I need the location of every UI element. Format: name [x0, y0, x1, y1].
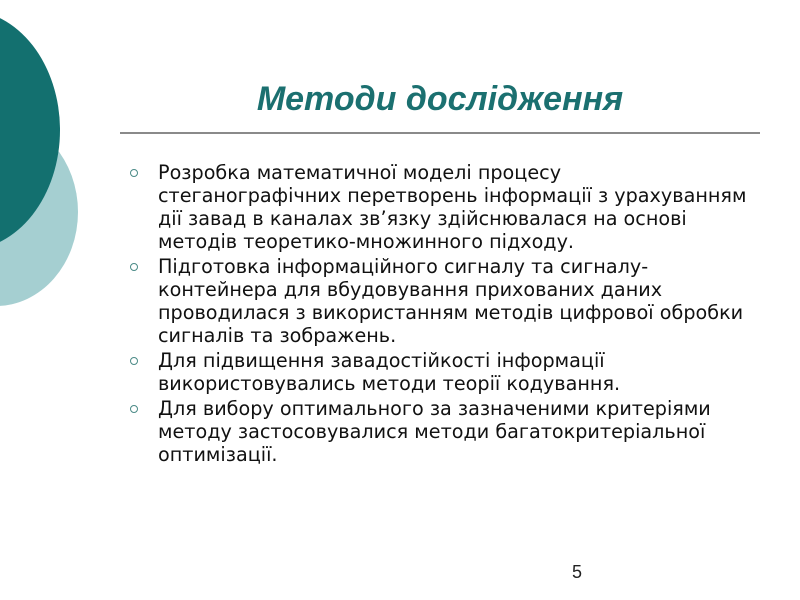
circle-bullet-icon	[130, 263, 138, 271]
bullet-text: Для підвищення завадостійкості інформації використовувались методи теорії кодування.	[158, 349, 621, 395]
slide-title: Методи дослідження	[256, 80, 624, 118]
bullet-text: Розробка математичної моделі процесу стеганографічних перетворень інформації з урахуванням дії завад в каналах зв’язку здійснювалася на основі методів теоретико-множинного підходу.	[158, 161, 747, 253]
list-item	[130, 349, 750, 395]
circle-bullet-icon	[130, 357, 138, 365]
circle-bullet-icon	[130, 405, 138, 413]
list-item	[130, 161, 750, 253]
list-item	[130, 255, 750, 347]
title-divider	[120, 132, 760, 134]
circle-bullet-icon	[130, 169, 138, 177]
bullet-list	[130, 161, 750, 468]
bullet-text: Для вибору оптимального за зазначеними критеріями методу застосовувалися методи багатокритеріальної оптимізації.	[158, 397, 711, 466]
bullet-text: Підготовка інформаційного сигналу та сигналу-контейнера для вбудовування прихованих даних проводилася з використанням методів цифрової обробки сигналів та зображень.	[158, 255, 744, 347]
list-item	[130, 397, 750, 466]
page-number: 5	[572, 562, 583, 582]
